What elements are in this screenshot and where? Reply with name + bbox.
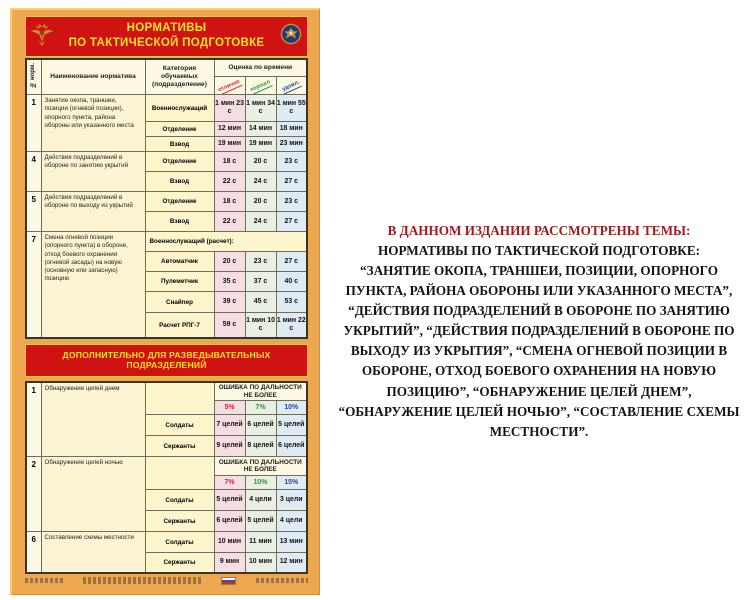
targets-cell: 4 цели [276, 511, 307, 532]
targets-cell: 5 целей [245, 511, 276, 532]
category-cell: Отделение [145, 122, 214, 137]
category-cell: Взвод [145, 212, 214, 232]
time-cell: 39 с [214, 292, 245, 313]
footer-fine-print-center [83, 577, 201, 584]
recon-section-band: ДОПОЛНИТЕЛЬНО ДЛЯ РАЗВЕДЫВАТЕЛЬНЫХ ПОДРАЗДЕЛЕНИЙ [25, 344, 308, 377]
time-cell: 10 мин [245, 553, 276, 573]
category-cell: Автоматчик [145, 252, 214, 272]
range-error-header: ОШИБКА ПО ДАЛЬНОСТИ НЕ БОЛЕЕ [214, 382, 307, 401]
col-header-name: Наименование норматива [41, 59, 145, 95]
time-cell: 23 с [245, 252, 276, 272]
row-number: 6 [26, 532, 41, 573]
poster-inner [25, 16, 308, 580]
category-cell: Пулеметчик [145, 272, 214, 292]
time-cell: 12 мин [214, 122, 245, 137]
time-cell: 19 мин [245, 137, 276, 152]
percent-cell: 10% [276, 401, 307, 415]
targets-cell: 5 целей [276, 415, 307, 436]
time-cell: 22 с [214, 212, 245, 232]
time-cell: 1 мин 23 с [214, 95, 245, 122]
poster [10, 8, 320, 595]
time-cell: 27 с [276, 212, 307, 232]
standard-name: Обнаружение целей ночью [41, 457, 145, 532]
targets-cell: 4 цели [245, 490, 276, 511]
category-cell: Сержанты [145, 436, 214, 457]
percent-cell: 10% [245, 476, 276, 490]
round-military-patch-icon [278, 21, 304, 47]
grade-good-header: хорошо [245, 77, 276, 95]
time-cell: 13 мин [276, 532, 307, 553]
targets-cell: 9 целей [214, 436, 245, 457]
category-cell: Расчет РПГ-7 [145, 313, 214, 338]
row-number: 1 [26, 95, 41, 152]
targets-cell: 8 целей [245, 436, 276, 457]
poster-title-band [25, 16, 308, 57]
category-cell [145, 457, 214, 490]
poster-footer [25, 577, 308, 585]
row-number: 5 [26, 192, 41, 232]
time-cell: 1 мин 22 с [276, 313, 307, 338]
col-header-num: № норм. [26, 59, 41, 95]
time-cell: 1 мин 34 с [245, 95, 276, 122]
time-cell: 20 с [214, 252, 245, 272]
row-number: 1 [26, 382, 41, 457]
category-cell: Отделение [145, 152, 214, 172]
category-cell: Солдаты [145, 532, 214, 553]
time-cell: 45 с [245, 292, 276, 313]
category-cell: Отделение [145, 192, 214, 212]
grade-excellent-header: отлично [214, 77, 245, 95]
poster-title-line2: ПО ТАКТИЧЕСКОЙ ПОДГОТОВКЕ [68, 36, 265, 49]
time-cell: 23 мин [276, 137, 307, 152]
time-cell: 59 с [214, 313, 245, 338]
col-header-category: Категория обучаемых (подразделение) [145, 59, 214, 95]
time-cell: 22 с [214, 172, 245, 192]
time-cell: 18 мин [276, 122, 307, 137]
russian-flag-icon [221, 577, 236, 585]
category-cell [145, 382, 214, 415]
category-cell: Сержанты [145, 511, 214, 532]
time-cell: 27 с [276, 172, 307, 192]
standard-name: Занятие окопа, траншеи, позиции (огневой позиции), опорного пункта, района обороны или указанного места [41, 95, 145, 152]
targets-cell: 6 целей [214, 511, 245, 532]
time-cell: 20 с [245, 152, 276, 172]
time-cell: 1 мин 55 с [276, 95, 307, 122]
category-group-label: Военнослужащий (расчет): [145, 232, 307, 252]
standard-name: Смена огневой позиции (опорного пункта) в обороне, отход боевого охранения (огневой засады) на новую (основную или запасную) позицию [41, 232, 145, 338]
row-number: 7 [26, 232, 41, 338]
col-header-score: Оценка по времени [214, 59, 307, 77]
time-cell: 11 мин [245, 532, 276, 553]
footer-fine-print-left [25, 578, 63, 583]
time-cell: 53 с [276, 292, 307, 313]
time-cell: 9 мин [214, 553, 245, 573]
row-number: 2 [26, 457, 41, 532]
percent-cell: 7% [245, 401, 276, 415]
time-cell: 23 с [276, 192, 307, 212]
category-cell: Взвод [145, 172, 214, 192]
standard-name: Действия подразделений в обороне по выходу из укрытий [41, 192, 145, 232]
targets-cell: 5 целей [214, 490, 245, 511]
standards-table [25, 58, 308, 339]
range-error-header: ОШИБКА ПО ДАЛЬНОСТИ НЕ БОЛЕЕ [214, 457, 307, 476]
percent-cell: 5% [214, 401, 245, 415]
category-cell: Снайпер [145, 292, 214, 313]
poster-title-line1: НОРМАТИВЫ [126, 22, 207, 34]
percent-cell: 7% [214, 476, 245, 490]
description-lead: В ДАННОМ ИЗДАНИИ РАССМОТРЕНЫ ТЕМЫ: [387, 223, 691, 238]
double-headed-eagle-icon [29, 21, 55, 47]
time-cell: 35 с [214, 272, 245, 292]
time-cell: 18 с [214, 192, 245, 212]
time-cell: 37 с [245, 272, 276, 292]
grade-fair-header: удовл. [276, 77, 307, 95]
description-subtitle: НОРМАТИВЫ ПО ТАКТИЧЕСКОЙ ПОДГОТОВКЕ: [377, 243, 701, 259]
time-cell: 1 мин 10 с [245, 313, 276, 338]
time-cell: 19 мин [214, 137, 245, 152]
targets-cell: 3 цели [276, 490, 307, 511]
standard-name: Составление схемы местности [41, 532, 145, 573]
footer-fine-print-right [256, 578, 308, 583]
time-cell: 24 с [245, 212, 276, 232]
edition-description [330, 221, 748, 442]
time-cell: 14 мин [245, 122, 276, 137]
category-cell: Военнослужащий [145, 95, 214, 122]
category-cell: Сержанты [145, 553, 214, 573]
recon-table [25, 381, 308, 574]
category-cell: Солдаты [145, 490, 214, 511]
time-cell: 27 с [276, 252, 307, 272]
time-cell: 18 с [214, 152, 245, 172]
category-cell: Взвод [145, 137, 214, 152]
description-body: “ЗАНЯТИЕ ОКОПА, ТРАНШЕИ, ПОЗИЦИИ, ОПОРНОГО ПУНКТА, РАЙОНА ОБОРОНЫ ИЛИ УКАЗАННОГО МЕСТА”, “ДЕЙСТВИЯ ПОДРАЗДЕЛЕНИЙ В ОБОРОНЕ ПО ЗАНЯТИЮ УКРЫТИЙ”, “ДЕЙСТВИЯ ПОДРАЗДЕЛЕНИЙ В ОБОРОНЕ ПО ВЫХОДУ ИЗ УКРЫТИЯ”, “СМЕНА ОГНЕВОЙ ПОЗИЦИИ В ОБОРОНЕ, ОТХОД БОЕВОГО ОХРАНЕНИЯ НА НОВУЮ ПОЗИЦИЮ”, “ОБНАРУЖЕНИЕ ЦЕЛЕЙ ДНЕМ”, “ОБНАРУЖЕНИЕ ЦЕЛЕЙ НОЧЬЮ”, “СОСТАВЛЕНИЕ СХЕМЫ МЕСТНОСТИ”. [338, 263, 740, 439]
time-cell: 20 с [245, 192, 276, 212]
targets-cell: 7 целей [214, 415, 245, 436]
percent-cell: 15% [276, 476, 307, 490]
standard-name: Обнаружение целей днем [41, 382, 145, 457]
time-cell: 23 с [276, 152, 307, 172]
category-cell: Солдаты [145, 415, 214, 436]
time-cell: 40 с [276, 272, 307, 292]
row-number: 4 [26, 152, 41, 192]
targets-cell: 6 целей [276, 436, 307, 457]
time-cell: 24 с [245, 172, 276, 192]
time-cell: 12 мин [276, 553, 307, 573]
standard-name: Действия подразделений в обороне по занятию укрытий [41, 152, 145, 192]
targets-cell: 6 целей [245, 415, 276, 436]
time-cell: 10 мин [214, 532, 245, 553]
